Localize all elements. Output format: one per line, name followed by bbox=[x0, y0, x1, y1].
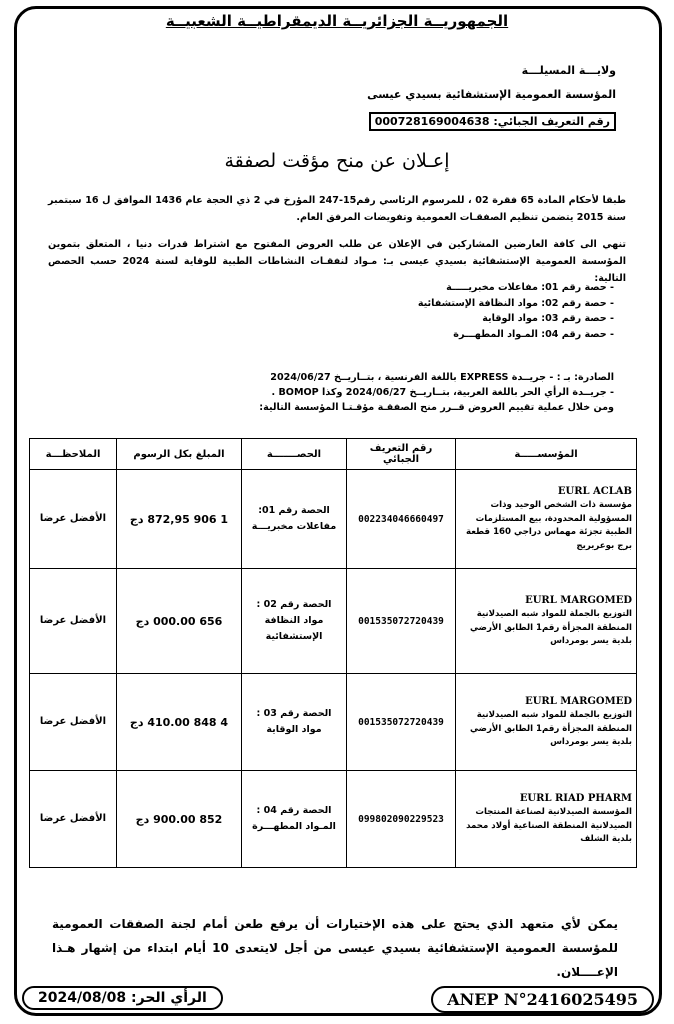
company-details: التوزيع بالجملة للمواد شبه الصيدلانية المنطقة المجزأة رقم1 الطابق الأرضي بلدية يسر بومرداس bbox=[469, 609, 632, 646]
lot-cell: الحصة رقم 01: مفاعلات مخبريـــة bbox=[242, 470, 347, 569]
company-cell bbox=[456, 569, 637, 674]
press-line-express: الصادرة: بـ : - جريــدة EXPRESS باللغة الفرنسية ، بتــاريــخ 2024/06/27 bbox=[270, 372, 614, 383]
company-details: مؤسسة ذات الشخص الوحيد وذات المسؤولية المحدودة، بيع المستلزمات الطبية تجزئة مهماس دراجي 160 قطعة برج بوعريريج bbox=[466, 500, 632, 551]
table-row bbox=[30, 771, 637, 868]
col-header-amount: المبلغ بكل الرسوم bbox=[117, 439, 242, 470]
company-details: المؤسسة الصيدلانية لصناعة المنتجات الصيدلانية المنطقة الصناعية أولاد محمد بلدية الشلف bbox=[466, 807, 632, 844]
press-line-rai-hor: - جريــدة الرأي الحر باللغة العربية، بتــاريــخ 2024/06/27 وكذا BOMOP . bbox=[271, 387, 614, 398]
newspaper-date-badge: الرأي الحر: 2024/08/08 bbox=[22, 986, 223, 1010]
appeal-notice: يمكن لأي متعهد الذي يحتج على هذه الإختيارات أن يرفع طعن أمام لجنة الصفقات العمومية للمؤسسة العمومية الإستشفائية بسيدي عيسى من أجل لايتعدى 10 أيام ابتداء من إشهار هـذا الإعــــلان. bbox=[52, 917, 618, 979]
company-details: التوزيع بالجملة للمواد شبه الصيدلانية المنطقة المجزأة رقم1 الطابق الأرضي بلدية يسر بومرداس bbox=[469, 710, 632, 747]
lot-item: - حصة رقم 02: مواد النظافة الإستشفائية bbox=[418, 296, 614, 312]
table-header-row bbox=[30, 439, 637, 470]
note-cell: الأفضل عرضا bbox=[30, 470, 117, 569]
amount-cell: 852 900.00 دج bbox=[117, 771, 242, 868]
amount-cell: 4 848 410.00 دج bbox=[117, 674, 242, 771]
table-row bbox=[30, 470, 637, 569]
company-name: EURL MARGOMED bbox=[525, 594, 632, 606]
col-header-note: الملاحظـــة bbox=[30, 439, 117, 470]
table-row bbox=[30, 569, 637, 674]
company-cell bbox=[456, 674, 637, 771]
lot-item: - حصة رقم 01: مفاعلات مخبريـــــة bbox=[418, 280, 614, 296]
note-cell: الأفضل عرضا bbox=[30, 569, 117, 674]
republic-heading: الجمهوريــة الجزائريــة الديمقراطيــة الشعبيــة bbox=[165, 12, 509, 30]
announcement-title: إعـلان عن منح مؤقت لصفقة bbox=[224, 150, 450, 172]
lots-list bbox=[418, 280, 614, 342]
wilaya-line: ولايـــة المسيلـــة bbox=[521, 64, 616, 77]
lot-item: - حصة رقم 04: المـواد المطهـــرة bbox=[418, 327, 614, 343]
company-cell bbox=[456, 470, 637, 569]
company-name: EURL RIAD PHARM bbox=[519, 792, 632, 804]
nif-cell: 001535072720439 bbox=[347, 674, 456, 771]
tax-id-box: رقم التعريف الجبائي: 000728169004638 bbox=[369, 112, 616, 131]
lot-cell: الحصة رقم 03 : مواد الوقاية bbox=[242, 674, 347, 771]
note-cell: الأفضل عرضا bbox=[30, 771, 117, 868]
nif-cell: 002234046660497 bbox=[347, 470, 456, 569]
table-row bbox=[30, 674, 637, 771]
anep-number-badge: ANEP N°2416025495 bbox=[431, 986, 654, 1013]
press-publication-info bbox=[54, 370, 614, 415]
amount-cell: 1 906 872,95 دج bbox=[117, 470, 242, 569]
lot-cell: الحصة رقم 02 : مواد النظافة الإستشفائية bbox=[242, 569, 347, 674]
note-cell: الأفضل عرضا bbox=[30, 674, 117, 771]
award-table bbox=[29, 438, 637, 868]
company-name: EURL MARGOMED bbox=[525, 695, 632, 707]
institution-line: المؤسسة العمومية الإستشفائية بسيدي عيسى bbox=[367, 88, 616, 101]
lot-item: - حصة رقم 03: مواد الوقاية bbox=[418, 311, 614, 327]
col-header-lot: الحصـــــــة bbox=[242, 439, 347, 470]
amount-cell: 656 000.00 دج bbox=[117, 569, 242, 674]
press-line-decision: ومن خلال عملية تقييم العروض قــرر منح الصفقـة مؤقـتـا المؤسسة التالية: bbox=[259, 402, 614, 413]
company-cell bbox=[456, 771, 637, 868]
nif-cell: 099802090229523 bbox=[347, 771, 456, 868]
intro-paragraph-legal: طبقا لأحكام المادة 65 فقرة 02 ، للمرسوم الرئاسي رقم15-247 المؤرخ في 2 ذي الحجة عام 1436 الموافق ل 16 سبتمبر سنة 2015 يتضمن تنظيم الصفقـات العمومية وتفويضات المرفق العام. bbox=[48, 195, 626, 223]
col-header-nif: رقم التعريف الجبائي bbox=[347, 439, 456, 470]
col-header-company: المؤسســـــة bbox=[456, 439, 637, 470]
intro-paragraph-notice: تنهي الى كافة العارضين المشاركين في الإعلان عن طلب العروض المفتوح مع اشتراط قدرات دنيا ، المتعلق بتموين المؤسسة العمومية الإستشفائية بسيدي عيسى بـ: مـواد لنفقـات النشاطات الطبية للوقاية لسنة 2024 حسب الحصص التالية: bbox=[48, 239, 626, 284]
lot-cell: الحصة رقم 04 : المـواد المطهـــرة bbox=[242, 771, 347, 868]
company-name: EURL ACLAB bbox=[557, 485, 632, 497]
nif-cell: 001535072720439 bbox=[347, 569, 456, 674]
